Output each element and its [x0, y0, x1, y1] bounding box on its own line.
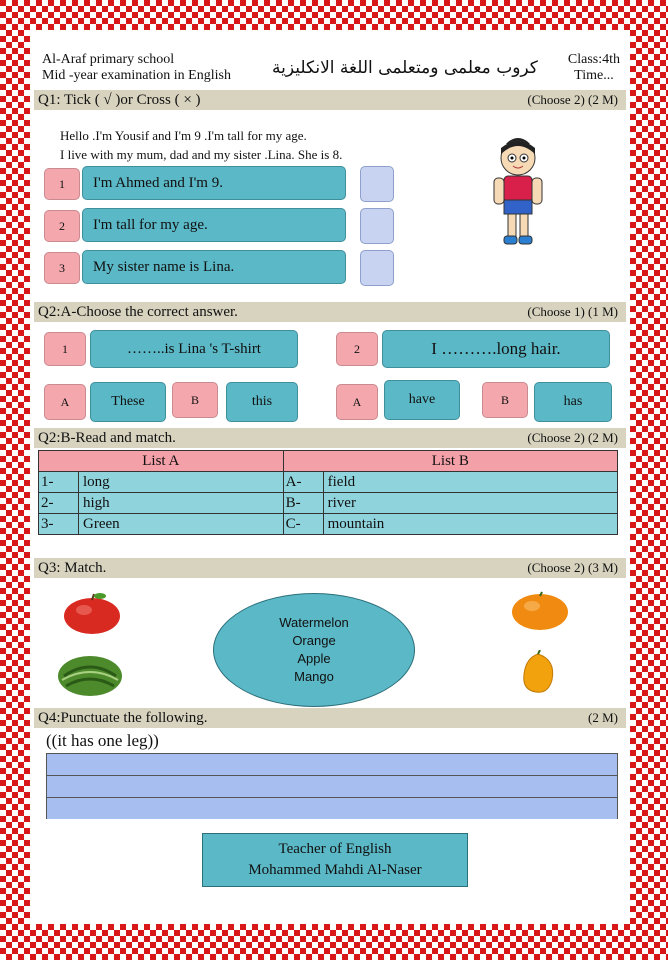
list-a-num: 2-	[39, 493, 79, 514]
q2a-2-opt-a: A	[336, 384, 378, 420]
teacher-title: Teacher of English	[278, 841, 392, 857]
q2b-title: Q2:B-Read and match.	[38, 430, 176, 446]
fruit-word: Watermelon	[279, 615, 349, 630]
q2a-num-1: 1	[44, 332, 86, 366]
q2a-1-answer-b[interactable]: this	[226, 382, 298, 422]
q2a-bar	[34, 302, 626, 322]
list-b-header: List B	[283, 451, 617, 472]
q2a-title: Q2:A-Choose the correct answer.	[38, 304, 238, 320]
answer-lines[interactable]	[46, 753, 618, 819]
q1-marks: (Choose 2) (2 M)	[527, 92, 618, 107]
teacher-name: Mohammed Mahdi Al-Naser	[248, 862, 422, 878]
list-b-letter: C-	[283, 514, 323, 535]
answer-line[interactable]	[47, 798, 617, 819]
q2a-2-answer-a[interactable]: have	[384, 380, 460, 420]
q3-bar	[34, 558, 626, 578]
match-table-header	[39, 451, 618, 472]
q1-num-2: 2	[44, 210, 80, 242]
q4-sentence: ((it has one leg))	[46, 731, 159, 750]
q1-num-3: 3	[44, 252, 80, 284]
exam-name: Mid -year examination in English	[42, 68, 231, 83]
q1-passage	[60, 126, 342, 164]
passage-line-2: I live with my mum, dad and my sister .Lina. She is 8.	[60, 147, 343, 162]
header-left	[42, 52, 231, 84]
q2a-num-2: 2	[336, 332, 378, 366]
boy-figure	[482, 134, 554, 252]
school-name: Al-Araf primary school	[42, 52, 175, 67]
list-a-word: high	[79, 493, 284, 514]
q1-answer-box-2[interactable]	[360, 208, 394, 244]
time-label: Time...	[574, 68, 614, 83]
list-a-word: long	[79, 472, 284, 493]
apple-icon	[60, 592, 124, 636]
class-label: Class:4th	[567, 52, 620, 67]
q1-answer-box-3[interactable]	[360, 250, 394, 286]
list-b-word: field	[323, 472, 617, 493]
list-a-word: Green	[79, 514, 284, 535]
list-a-header: List A	[39, 451, 284, 472]
answer-line[interactable]	[47, 754, 617, 776]
list-b-word: mountain	[323, 514, 617, 535]
list-a-num: 3-	[39, 514, 79, 535]
q2a-1-answer-a[interactable]: These	[90, 382, 166, 422]
q4-bar	[34, 708, 626, 728]
q1-title: Q1: Tick ( √ )or Cross ( × )	[38, 92, 201, 108]
list-b-letter: B-	[283, 493, 323, 514]
q1-statement-3: My sister name is Lina.	[82, 250, 346, 284]
q2b-marks: (Choose 2) (2 M)	[527, 430, 618, 445]
list-a-num: 1-	[39, 472, 79, 493]
q2a-1-opt-a: A	[44, 384, 86, 420]
fruit-word: Orange	[292, 633, 336, 648]
table-row	[39, 493, 618, 514]
fruit-word-ellipse	[213, 593, 415, 707]
q3-marks: (Choose 2) (3 M)	[527, 560, 618, 575]
passage-line-1: Hello .I'm Yousif and I'm 9 .I'm tall for my age.	[60, 128, 307, 143]
q3-title: Q3: Match.	[38, 560, 107, 576]
table-row	[39, 472, 618, 493]
teacher-signature-box	[202, 833, 468, 887]
arabic-group-title: كروب معلمى ومتعلمى اللغة الانكليزية	[272, 58, 538, 78]
list-b-word: river	[323, 493, 617, 514]
q4-marks: (2 M)	[588, 710, 618, 725]
q1-statement-2: I'm tall for my age.	[82, 208, 346, 242]
q1-answer-box-1[interactable]	[360, 166, 394, 202]
q2a-question-1: ……..is Lina 's T-shirt	[90, 330, 298, 368]
q1-bar	[34, 90, 626, 110]
q1-num-1: 1	[44, 168, 80, 200]
header-right	[568, 52, 620, 84]
table-row	[39, 514, 618, 535]
watermelon-icon	[56, 654, 124, 698]
q2a-question-2: I ……….long hair.	[382, 330, 610, 368]
q1-statement-1: I'm Ahmed and I'm 9.	[82, 166, 346, 200]
q2b-bar	[34, 428, 626, 448]
q2a-1-opt-b: B	[172, 382, 218, 418]
fruit-word: Apple	[297, 651, 331, 666]
fruit-word: Mango	[294, 669, 334, 684]
q4-title: Q4:Punctuate the following.	[38, 710, 208, 726]
q2a-marks: (Choose 1) (1 M)	[527, 304, 618, 319]
exam-sheet	[30, 30, 630, 924]
answer-line[interactable]	[47, 776, 617, 798]
list-b-letter: A-	[283, 472, 323, 493]
mango-icon	[518, 650, 558, 696]
match-table	[38, 450, 618, 535]
q2a-2-answer-b[interactable]: has	[534, 382, 612, 422]
q2a-2-opt-b: B	[482, 382, 528, 418]
orange-icon	[510, 590, 570, 632]
